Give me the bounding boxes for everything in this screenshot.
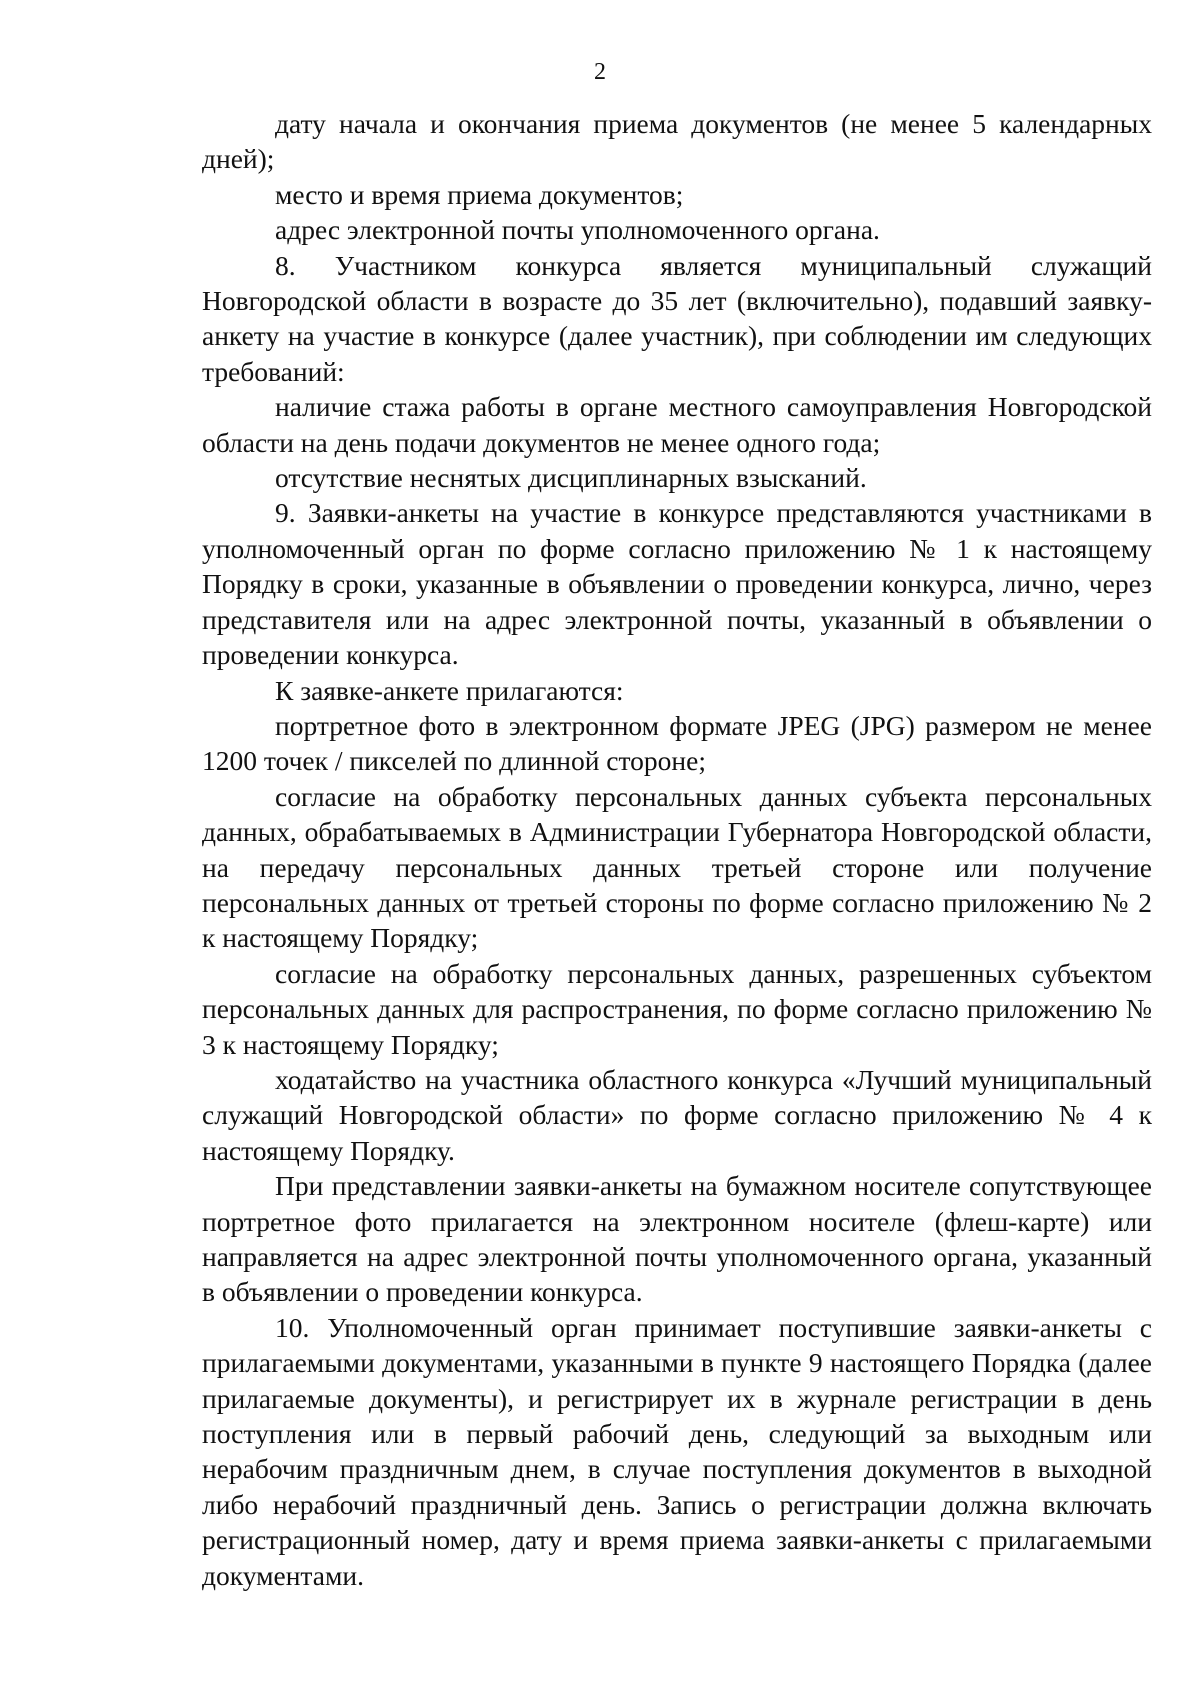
paragraph-petition-appendix-4: ходатайство на участника областного конкурса «Лучший муниципальный служащий Новгородской области» по форме согласно приложению № 4 к настоящему Порядку. xyxy=(202,1063,1152,1166)
paragraph-document-place-time: место и время приема документов; xyxy=(275,178,684,210)
paragraph-work-experience: наличие стажа работы в органе местного самоуправления Новгородской области на день подачи документов не менее одного года; xyxy=(202,391,1152,458)
paragraph-item-10: 10. Уполномоченный орган принимает поступившие заявки-анкеты с прилагаемыми документами, указанными в пункте 9 настоящего Порядка (далее прилагаемые документы), и регистрирует их в журнале регистрации в день поступления или в первый рабочий день, следующий за выходным или нерабочим праздничным днем, в случае поступления документов в выходной либо нерабочий праздничный день. Запись о регистрации должна включать регистрационный номер, дату и время приема заявки-анкеты с прилагаемыми документами. xyxy=(202,1311,1152,1591)
paragraph-document-dates: дату начала и окончания приема документов (не менее 5 календарных дней); xyxy=(202,108,1152,175)
paragraph-email-address: адрес электронной почты уполномоченного органа. xyxy=(275,214,880,246)
paragraph-attachments-intro: К заявке-анкете прилагаются: xyxy=(275,674,624,706)
paragraph-consent-appendix-2: согласие на обработку персональных данных субъекта персональных данных, обрабатываемых в Администрации Губернатора Новгородской области, на передачу персональных данных третьей стороне или получение персональных данных от третьей стороны по форме согласно приложению № 2 к настоящему Порядку; xyxy=(202,780,1152,954)
document-body xyxy=(202,106,1152,1593)
paragraph-paper-submission: При представлении заявки-анкеты на бумажном носителе сопутствующее портретное фото прилагается на электронном носителе (флеш-карте) или направляется на адрес электронной почты уполномоченного органа, указанный в объявлении о проведении конкурса. xyxy=(202,1170,1152,1308)
paragraph-no-penalties: отсутствие неснятых дисциплинарных взысканий. xyxy=(275,462,867,494)
paragraph-item-9: 9. Заявки-анкеты на участие в конкурсе представляются участниками в уполномоченный орган по форме согласно приложению № 1 к настоящему Порядку в сроки, указанные в объявлении о проведении конкурса, лично, через представителя или на адрес электронной почты, указанный в объявлении о проведении конкурса. xyxy=(202,497,1152,671)
paragraph-item-8: 8. Участником конкурса является муниципальный служащий Новгородской области в возрасте до 35 лет (включительно), подавший заявку-анкету на участие в конкурсе (далее участник), при соблюдении им следующих требований: xyxy=(202,249,1152,387)
paragraph-consent-appendix-3: согласие на обработку персональных данных, разрешенных субъектом персональных данных для распространения, по форме согласно приложению № 3 к настоящему Порядку; xyxy=(202,957,1152,1060)
paragraph-portrait-photo: портретное фото в электронном формате JPEG (JPG) размером не менее 1200 точек / пикселей по длинной стороне; xyxy=(202,709,1152,777)
page-number: 2 xyxy=(594,59,606,85)
